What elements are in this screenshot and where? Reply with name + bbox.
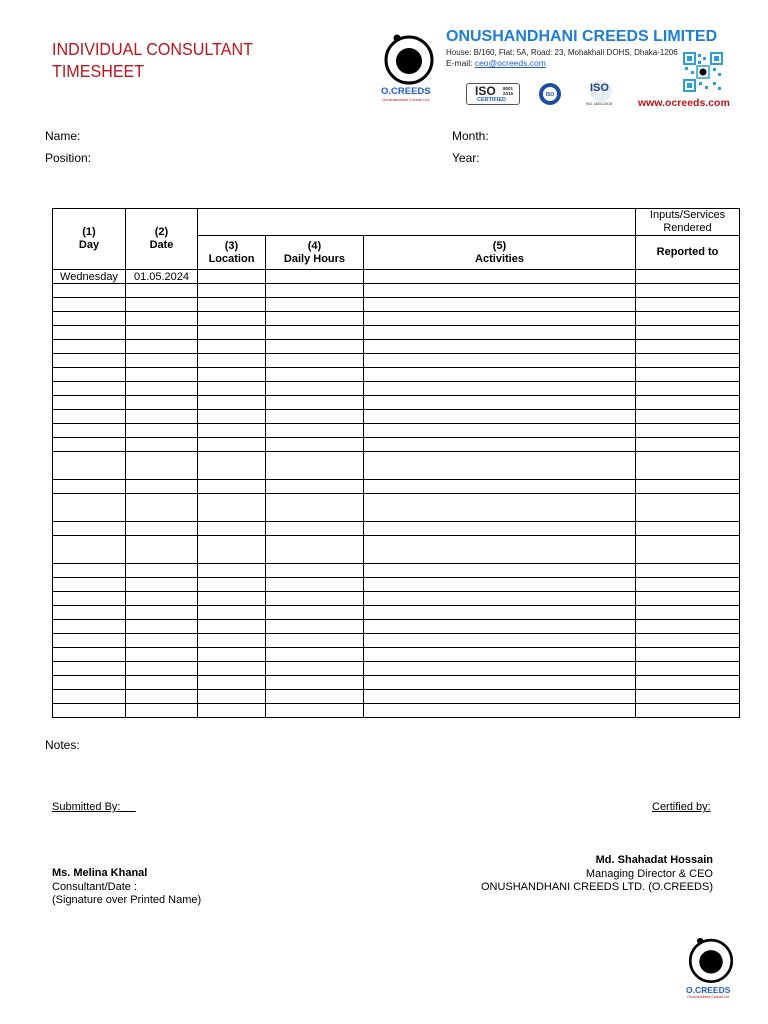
cell-hours[interactable]: [266, 620, 364, 634]
cell-hours[interactable]: [266, 284, 364, 298]
cell-reported-to[interactable]: [636, 312, 740, 326]
cell-date[interactable]: [126, 690, 198, 704]
cell-date[interactable]: [126, 522, 198, 536]
cell-reported-to[interactable]: [636, 452, 740, 480]
cell-hours[interactable]: [266, 662, 364, 676]
position-label: Position:: [45, 151, 92, 165]
cell-location[interactable]: [198, 452, 266, 480]
email-label: E-mail:: [446, 58, 475, 68]
cell-date[interactable]: [126, 438, 198, 452]
table-row: [53, 312, 740, 326]
cell-activities[interactable]: [364, 634, 636, 648]
cell-hours[interactable]: [266, 690, 364, 704]
cell-hours[interactable]: [266, 340, 364, 354]
cell-reported-to[interactable]: [636, 424, 740, 438]
cell-reported-to[interactable]: [636, 368, 740, 382]
footer-logo-subtext: Onushandhani Creeds Ltd.: [687, 995, 730, 999]
cell-reported-to[interactable]: [636, 382, 740, 396]
cell-day[interactable]: [53, 354, 126, 368]
cell-hours[interactable]: [266, 634, 364, 648]
cell-day[interactable]: Wednesday: [53, 270, 126, 284]
header-day: (1) Day: [53, 209, 126, 270]
cell-reported-to[interactable]: [636, 284, 740, 298]
cell-day[interactable]: [53, 578, 126, 592]
company-address: House: B/160, Flat: 5A, Road: 23, Mohakhali DOHS, Dhaka-1206: [446, 48, 678, 57]
cell-location[interactable]: [198, 494, 266, 522]
cell-date[interactable]: [126, 564, 198, 578]
table-row: [53, 648, 740, 662]
cell-hours[interactable]: [266, 270, 364, 284]
cell-date[interactable]: [126, 578, 198, 592]
svg-text:ISO: ISO: [545, 92, 555, 98]
cell-location[interactable]: [198, 298, 266, 312]
cell-activities[interactable]: [364, 340, 636, 354]
table-row: [53, 270, 740, 284]
cell-location[interactable]: [198, 704, 266, 718]
notes-label: Notes:: [45, 738, 80, 752]
cell-location[interactable]: [198, 648, 266, 662]
cell-location[interactable]: [198, 340, 266, 354]
cell-date[interactable]: [126, 494, 198, 522]
cell-hours[interactable]: [266, 494, 364, 522]
cell-date[interactable]: [126, 480, 198, 494]
cell-location[interactable]: [198, 424, 266, 438]
cell-activities[interactable]: [364, 424, 636, 438]
cell-activities[interactable]: [364, 354, 636, 368]
cell-reported-to[interactable]: [636, 494, 740, 522]
cell-reported-to[interactable]: [636, 298, 740, 312]
table-row: [53, 452, 740, 480]
cell-day[interactable]: [53, 676, 126, 690]
header-location: (3) Location: [198, 236, 266, 270]
cell-hours[interactable]: [266, 298, 364, 312]
cell-reported-to[interactable]: [636, 690, 740, 704]
document-title: [52, 38, 253, 82]
cell-date[interactable]: [126, 676, 198, 690]
cell-reported-to[interactable]: [636, 438, 740, 452]
cell-date[interactable]: [126, 620, 198, 634]
cell-activities[interactable]: [364, 326, 636, 340]
cell-reported-to[interactable]: [636, 564, 740, 578]
cell-reported-to[interactable]: [636, 634, 740, 648]
cell-date[interactable]: [126, 326, 198, 340]
cell-reported-to[interactable]: [636, 606, 740, 620]
table-row: [53, 424, 740, 438]
cell-date[interactable]: [126, 662, 198, 676]
cell-date[interactable]: [126, 284, 198, 298]
cell-reported-to[interactable]: [636, 704, 740, 718]
company-website-link[interactable]: www.ocreeds.com: [638, 97, 730, 109]
cell-activities[interactable]: [364, 270, 636, 284]
cell-activities[interactable]: [364, 438, 636, 452]
submitted-by-label: Submitted By:: [52, 801, 121, 813]
cell-day[interactable]: [53, 312, 126, 326]
cell-location[interactable]: [198, 284, 266, 298]
cell-location[interactable]: [198, 634, 266, 648]
cell-activities[interactable]: [364, 382, 636, 396]
email-link[interactable]: ceo@ocreeds.com: [474, 58, 546, 68]
iso-14001-badge-icon: ISO ISO 14001:2015: [586, 82, 613, 106]
cell-location[interactable]: [198, 564, 266, 578]
cell-day[interactable]: [53, 424, 126, 438]
footer-ocreeds-logo-icon: [683, 932, 739, 1002]
table-row: [53, 676, 740, 690]
logo-subtext: Onushandhani Creeds Ltd.: [382, 97, 430, 102]
table-row: [53, 690, 740, 704]
table-row: [53, 340, 740, 354]
cell-reported-to[interactable]: [636, 676, 740, 690]
cell-reported-to[interactable]: [636, 578, 740, 592]
table-row: [53, 522, 740, 536]
cell-day[interactable]: [53, 648, 126, 662]
table-row: [53, 578, 740, 592]
cell-activities[interactable]: [364, 284, 636, 298]
cell-hours[interactable]: [266, 704, 364, 718]
header-activities: (5) Activities: [364, 236, 636, 270]
cell-day[interactable]: [53, 452, 126, 480]
table-row: [53, 634, 740, 648]
timesheet-table: [52, 208, 740, 718]
certifier-organization: ONUSHANDHANI CREEDS LTD. (O.CREEDS): [480, 881, 713, 893]
cell-reported-to[interactable]: [636, 522, 740, 536]
cell-activities[interactable]: [364, 704, 636, 718]
cell-location[interactable]: [198, 662, 266, 676]
cell-day[interactable]: [53, 340, 126, 354]
cell-day[interactable]: [53, 522, 126, 536]
cell-reported-to[interactable]: [636, 620, 740, 634]
cell-activities[interactable]: [364, 620, 636, 634]
cell-activities[interactable]: [364, 452, 636, 480]
cell-day[interactable]: [53, 382, 126, 396]
cell-location[interactable]: [198, 620, 266, 634]
logo-text: O.CREEDS: [381, 86, 431, 97]
cell-reported-to[interactable]: [636, 592, 740, 606]
cell-location[interactable]: [198, 326, 266, 340]
cell-activities[interactable]: [364, 312, 636, 326]
cell-activities[interactable]: [364, 606, 636, 620]
consultant-name: Ms. Melina Khanal: [52, 867, 148, 879]
cell-hours[interactable]: [266, 480, 364, 494]
table-row: [53, 410, 740, 424]
cell-reported-to[interactable]: [636, 662, 740, 676]
year-label: Year:: [452, 151, 480, 165]
company-email-line: [446, 58, 546, 68]
cell-activities[interactable]: [364, 662, 636, 676]
cell-activities[interactable]: [364, 522, 636, 536]
cell-reported-to[interactable]: [636, 480, 740, 494]
footer-logo-text: O.CREEDS: [686, 985, 731, 995]
cell-day[interactable]: [53, 662, 126, 676]
table-row: [53, 662, 740, 676]
cell-location[interactable]: [198, 578, 266, 592]
cell-hours[interactable]: [266, 536, 364, 564]
cell-date[interactable]: [126, 648, 198, 662]
cell-activities[interactable]: [364, 536, 636, 564]
cell-location[interactable]: [198, 606, 266, 620]
table-row: [53, 284, 740, 298]
month-label: Month:: [452, 129, 489, 143]
certifier-signature-block: [481, 854, 713, 895]
cell-date[interactable]: [126, 298, 198, 312]
cell-day[interactable]: [53, 592, 126, 606]
cell-location[interactable]: [198, 536, 266, 564]
cell-date[interactable]: [126, 592, 198, 606]
cell-activities[interactable]: [364, 480, 636, 494]
cell-reported-to[interactable]: [636, 536, 740, 564]
cell-hours[interactable]: [266, 326, 364, 340]
cell-reported-to[interactable]: [636, 340, 740, 354]
cell-hours[interactable]: [266, 592, 364, 606]
header-date: (2) Date: [126, 209, 198, 270]
cell-hours[interactable]: [266, 354, 364, 368]
table-row: [53, 438, 740, 452]
cell-activities[interactable]: [364, 676, 636, 690]
cell-hours[interactable]: [266, 424, 364, 438]
cell-hours[interactable]: [266, 606, 364, 620]
header-daily-hours: (4) Daily Hours: [266, 236, 364, 270]
cell-location[interactable]: [198, 480, 266, 494]
cell-activities[interactable]: [364, 690, 636, 704]
cell-hours[interactable]: [266, 368, 364, 382]
ocreeds-logo-icon: [378, 28, 440, 104]
iso-9001-badge-icon: ISO 9001 2015 CERTIFIED: [466, 83, 520, 105]
consultant-date-line: Consultant/Date :: [52, 880, 137, 893]
cell-reported-to[interactable]: [636, 648, 740, 662]
cell-date[interactable]: [126, 704, 198, 718]
cell-date[interactable]: [126, 410, 198, 424]
name-label: Name:: [45, 129, 81, 143]
iso-round-badge-icon: [538, 82, 562, 106]
cell-day[interactable]: [53, 536, 126, 564]
table-row: [53, 620, 740, 634]
certifier-name: Md. Shahadat Hossain: [595, 854, 713, 866]
cell-hours[interactable]: [266, 396, 364, 410]
cell-day[interactable]: [53, 410, 126, 424]
cell-date[interactable]: [126, 368, 198, 382]
consultant-signature-note: (Signature over Printed Name): [52, 894, 202, 906]
table-row: [53, 480, 740, 494]
qr-code-icon: [683, 52, 723, 92]
table-row: [53, 564, 740, 578]
cell-location[interactable]: [198, 396, 266, 410]
cell-activities[interactable]: [364, 578, 636, 592]
cell-activities[interactable]: [364, 592, 636, 606]
cell-activities[interactable]: [364, 564, 636, 578]
cell-activities[interactable]: [364, 494, 636, 522]
table-header-row-top: [53, 209, 740, 236]
cell-day[interactable]: [53, 326, 126, 340]
table-row: [53, 298, 740, 312]
cell-location[interactable]: [198, 270, 266, 284]
cell-date[interactable]: [126, 382, 198, 396]
cell-reported-to[interactable]: [636, 410, 740, 424]
cell-date[interactable]: 01.05.2024: [126, 270, 198, 284]
cell-reported-to[interactable]: [636, 270, 740, 284]
cell-date[interactable]: [126, 340, 198, 354]
table-row: [53, 382, 740, 396]
cell-date[interactable]: [126, 606, 198, 620]
cell-date[interactable]: [126, 452, 198, 480]
header-inputs-services: Inputs/Services Rendered: [636, 209, 740, 236]
cell-location[interactable]: [198, 438, 266, 452]
cell-activities[interactable]: [364, 298, 636, 312]
cell-day[interactable]: [53, 620, 126, 634]
cell-hours[interactable]: [266, 522, 364, 536]
cell-day[interactable]: [53, 564, 126, 578]
table-row: [53, 592, 740, 606]
cell-location[interactable]: [198, 522, 266, 536]
table-row: [53, 606, 740, 620]
cell-day[interactable]: [53, 396, 126, 410]
cell-location[interactable]: [198, 382, 266, 396]
cell-date[interactable]: [126, 312, 198, 326]
table-row: [53, 396, 740, 410]
certifier-title: Managing Director & CEO: [585, 867, 713, 880]
table-row: [53, 494, 740, 522]
cell-date[interactable]: [126, 424, 198, 438]
cell-date[interactable]: [126, 536, 198, 564]
cell-day[interactable]: [53, 438, 126, 452]
cell-location[interactable]: [198, 354, 266, 368]
cell-day[interactable]: [53, 494, 126, 522]
cell-hours[interactable]: [266, 564, 364, 578]
table-row: [53, 536, 740, 564]
cell-date[interactable]: [126, 634, 198, 648]
cell-date[interactable]: [126, 354, 198, 368]
cell-day[interactable]: [53, 634, 126, 648]
table-row: [53, 368, 740, 382]
cell-reported-to[interactable]: [636, 396, 740, 410]
cell-hours[interactable]: [266, 410, 364, 424]
cell-hours[interactable]: [266, 578, 364, 592]
cell-activities[interactable]: [364, 396, 636, 410]
cell-day[interactable]: [53, 606, 126, 620]
cell-location[interactable]: [198, 312, 266, 326]
cell-hours[interactable]: [266, 438, 364, 452]
cell-day[interactable]: [53, 284, 126, 298]
cell-day[interactable]: [53, 298, 126, 312]
cell-day[interactable]: [53, 704, 126, 718]
cell-day[interactable]: [53, 480, 126, 494]
table-row: [53, 704, 740, 718]
title-line-1: INDIVIDUAL CONSULTANT: [52, 39, 253, 59]
cell-activities[interactable]: [364, 648, 636, 662]
cell-location[interactable]: [198, 592, 266, 606]
cell-location[interactable]: [198, 690, 266, 704]
cell-location[interactable]: [198, 410, 266, 424]
cell-activities[interactable]: [364, 368, 636, 382]
company-name: ONUSHANDHANI CREEDS LIMITED: [446, 28, 718, 45]
cell-hours[interactable]: [266, 452, 364, 480]
cell-day[interactable]: [53, 690, 126, 704]
cell-day[interactable]: [53, 368, 126, 382]
cell-hours[interactable]: [266, 648, 364, 662]
cell-date[interactable]: [126, 396, 198, 410]
header-reported-to: Reported to: [636, 236, 740, 270]
title-line-2: TIMESHEET: [52, 61, 145, 81]
table-row: [53, 354, 740, 368]
certified-by-label: Certified by:: [652, 801, 711, 813]
cell-location[interactable]: [198, 368, 266, 382]
cell-hours[interactable]: [266, 676, 364, 690]
cell-hours[interactable]: [266, 312, 364, 326]
cell-reported-to[interactable]: [636, 354, 740, 368]
cell-reported-to[interactable]: [636, 326, 740, 340]
cell-location[interactable]: [198, 676, 266, 690]
header-blank: [198, 209, 636, 236]
table-row: [53, 326, 740, 340]
cell-hours[interactable]: [266, 382, 364, 396]
consultant-signature-block: [52, 867, 201, 908]
cell-activities[interactable]: [364, 410, 636, 424]
